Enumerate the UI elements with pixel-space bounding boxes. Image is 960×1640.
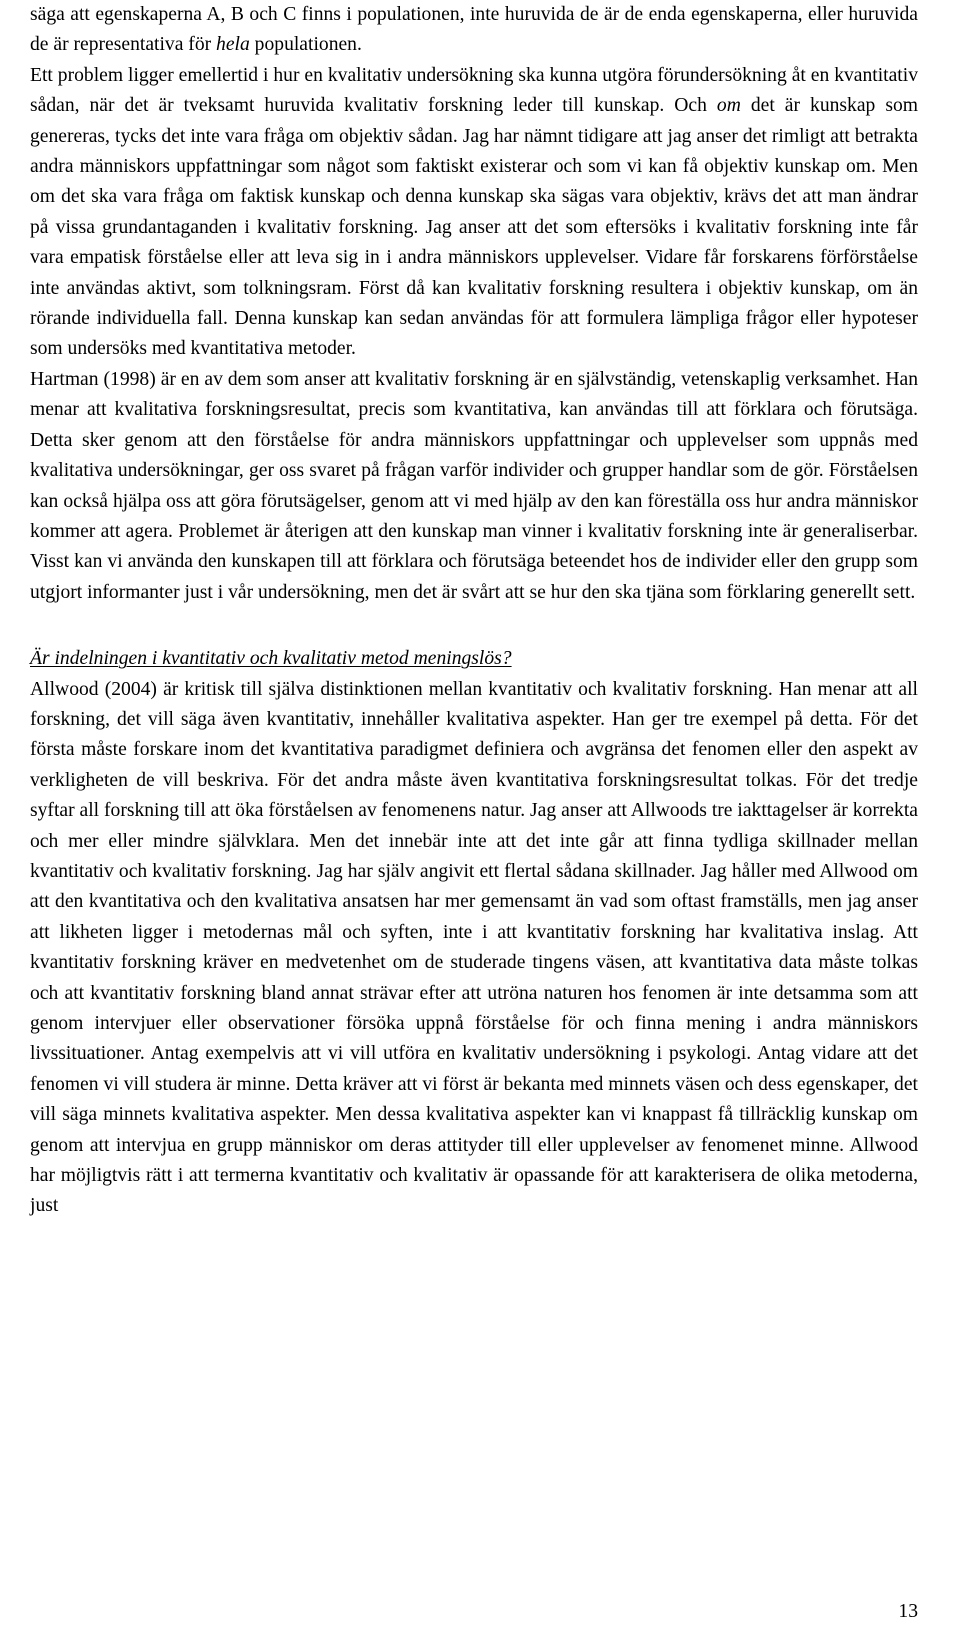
paragraph-text: populationen. [249, 34, 362, 56]
paragraph [30, 61, 918, 365]
paragraph-text: Hartman (1998) är en av dem som anser att kvalitativ forskning är en självständig, vetenskaplig verksamhet. Han menar att kvalitativa forskningsresultat, precis som kvantitativa, kan användas till att förklara och förutsäga. Detta sker genom att den förståelse för andra människors uppfattningar och upplevelser som uppnås med kvalitativa undersökningar, ger oss svaret på frågan varför individer och grupper handlar som de gör. Förståelsen kan också hjälpa oss att göra förutsägelser, genom att vi med hjälp av den kan föreställa oss hur andra människor kommer att agera. Problemet är återigen att den kunskap man vinner i kvalitativ forskning inte är generaliserbar. Visst kan vi använda den kunskapen till att förklara och förutsäga beteendet hos de individer eller den grupp som utgjort informanter just i vår undersökning, men det är svårt att se hur den ska tjäna som förklaring generellt sett. [30, 368, 918, 603]
paragraph-text: säga att egenskaperna A, B och C finns i populationen, inte huruvida de är de enda egenskaperna, eller huruvida de är representativa för [30, 4, 918, 56]
document-page [30, 0, 918, 1222]
paragraph [30, 365, 918, 608]
section-paragraphs [30, 675, 918, 1222]
paragraph-text: Allwood (2004) är kritisk till själva distinktionen mellan kvantitativ och kvalitativ forskning. Han menar att all forskning, det vill säga även kvantitativ, innehåller kvalitativa aspekter. Han ger tre exempel på detta. För det första måste forskare inom det kvantitativa paradigmet definiera och avgränsa det fenomen eller den aspekt av verkligheten de vill beskriva. För det andra måste även kvantitativa forskningsresultat tolkas. För det tredje syftar all forskning till att öka förståelsen av fenomenens natur. Jag anser att Allwoods tre iakttagelser är korrekta och mer eller mindre självklara. Men det innebär inte att det inte går att finna tydliga skillnader mellan kvantitativ och kvalitativ forskning. Jag har själv angivit ett flertal sådana skillnader. Jag håller med Allwood om att den kvantitativa och den kvalitativa ansatsen har mer gemensamt än vad som oftast framställs, men jag anser att likheten ligger i metodernas mål och syften, inte i att kvantitativ forskning har kvalitativa inslag. Att kvantitativ forskning kräver en medvetenhet om de studerade tingens väsen, att kvantitativa data måste tolkas och att kvantitativ forskning bland annat strävar efter att utröna naturen hos fenomen är inte detsamma som att genom intervjuer eller observationer försöka uppnå förståelse för och finna mening i andra människors livssituationer. Antag exempelvis att vi vill utföra en kvalitativ undersökning i psykologi. Antag vidare att det fenomen vi vill studera är minne. Detta kräver att vi först är bekanta med minnets väsen och dess egenskaper, det vill säga minnets kvalitativa aspekter. Men dessa kvalitativa aspekter kan vi knappast få tillräcklig kunskap om genom att intervjua en grupp människor om deras attityder till eller upplevelser av fenomenet minne. Allwood har möjligtvis rätt i att termerna kvantitativ och kvalitativ är opassande för att karakterisera de olika metoderna, just [30, 678, 918, 1217]
paragraph [30, 675, 918, 1222]
page-number: 13 [898, 1601, 918, 1622]
italic-text: hela [216, 34, 250, 56]
italic-text: om [716, 95, 741, 117]
section-heading: Är indelningen i kvantitativ och kvalitativ metod meningslös? [30, 648, 512, 670]
paragraph-text: det är kunskap som genereras, tycks det inte vara fråga om objektiv sådan. Jag har nämnt tidigare att jag anser det rimligt att betrakta andra människors uppfattningar som något som faktiskt existerar och som vi kan få objektiv kunskap om. Men om det ska vara fråga om faktisk kunskap och denna kunskap ska sägas vara objektiv, krävs det att man ändrar på vissa grundantaganden i kvalitativ forskning. Jag anser att det som eftersöks i kvalitativ forskning inte får vara empatisk förståelse eller att leva sig in i andra människors upplevelser. Vidare får forskarens förförståelse inte användas aktivt, som tolkningsram. Först då kan kvalitativ forskning resultera i objektiv kunskap, om än rörande individuella fall. Denna kunskap kan sedan användas för att formulera lämpliga frågor eller hypoteser som undersöks med kvantitativa metoder. [30, 95, 918, 360]
paragraph [30, 0, 918, 61]
body-paragraphs [30, 0, 918, 608]
section-gap [30, 608, 918, 644]
paragraph-text: Ett problem ligger emellertid i hur en kvalitativ undersökning ska kunna utgöra förundersökning åt en kvantitativ sådan, när det är tveksamt huruvida kvalitativ forskning leder till kunskap. Och [30, 64, 918, 117]
